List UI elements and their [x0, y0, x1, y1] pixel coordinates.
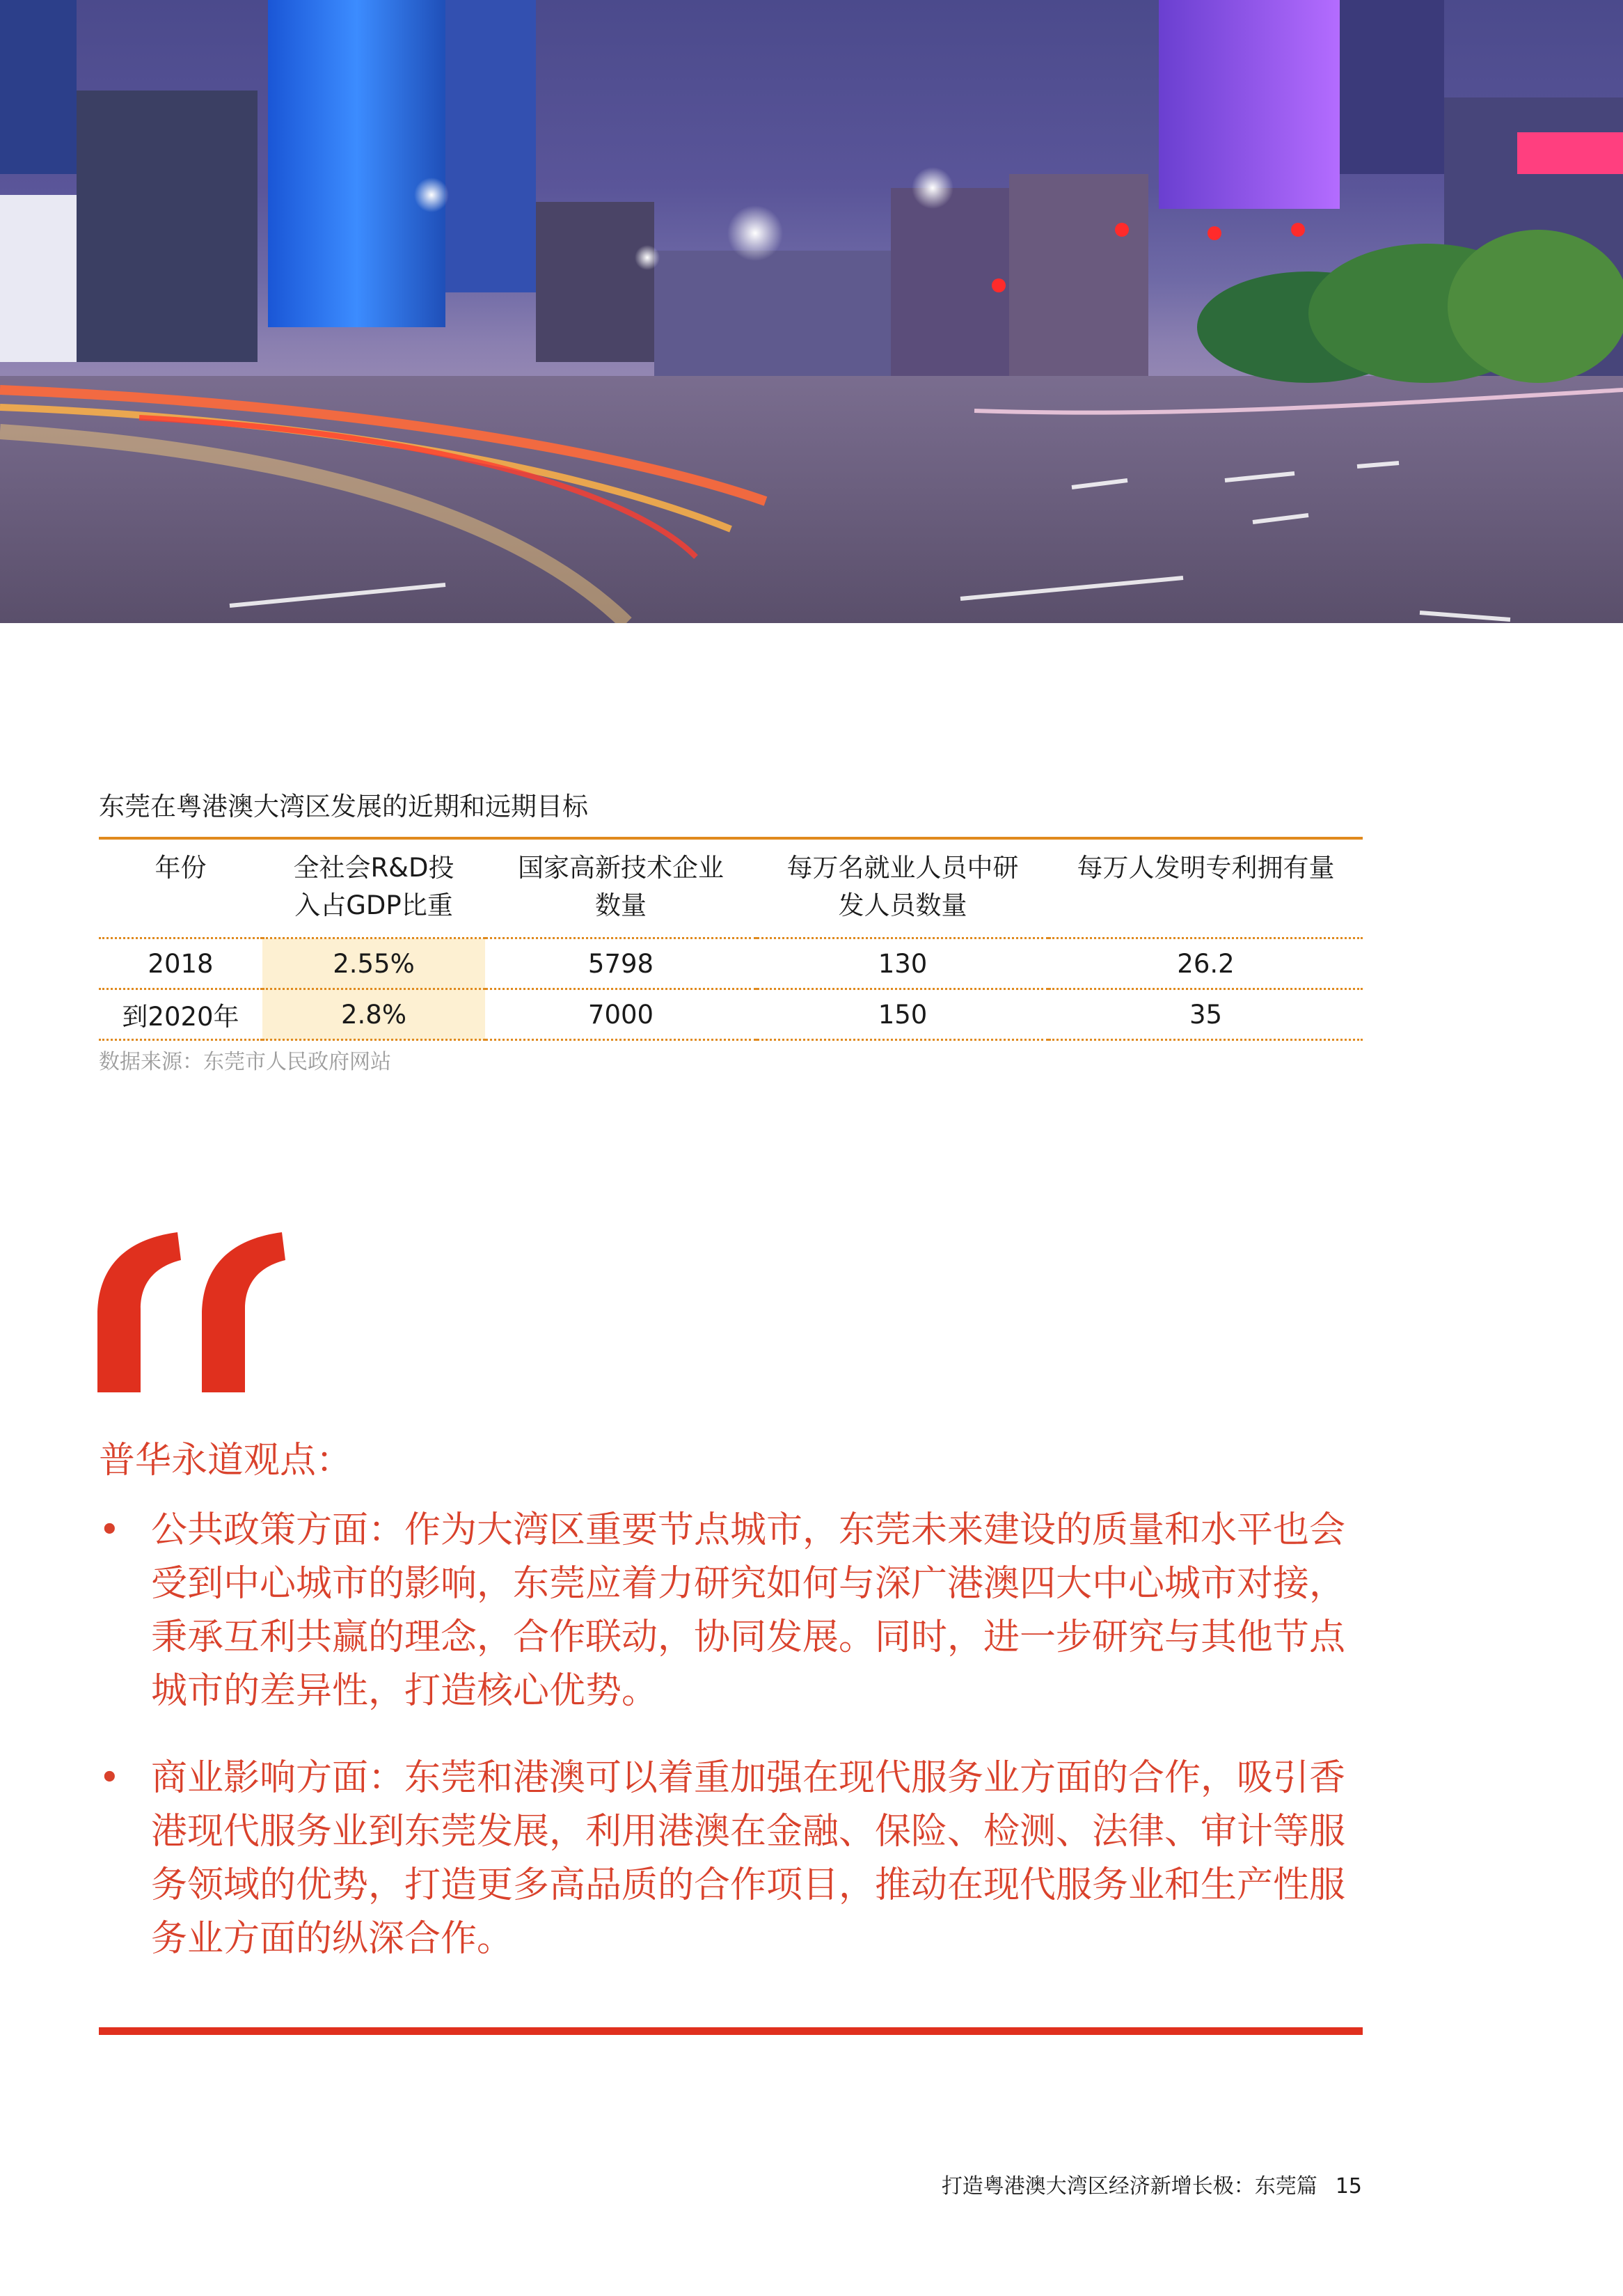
quote-mark-icon — [97, 1232, 292, 1392]
footer-title: 打造粤港澳大湾区经济新增长极：东莞篇 — [941, 2174, 1317, 2199]
opinion-list — [99, 1504, 1372, 1999]
page-footer — [942, 2169, 1362, 2199]
table-cell: 5798 — [485, 938, 757, 989]
header-hightech-enterprises: 国家高新技术企业 数量 — [485, 840, 757, 938]
bullet-text: 商业影响方面：东莞和港澳可以着重加强在现代服务业方面的合作，吸引香港现代服务业到东莞发展，利用港澳在金融、保险、检测、法律、审计等服务领域的优势，打造更多高品质的合作项目，推动在现代服务业和生产性服务业方面的纵深合作。 — [151, 1757, 1346, 1960]
table-cell: 26.2 — [1049, 938, 1363, 989]
data-source-note: 数据来源：东莞市人民政府网站 — [99, 1050, 391, 1074]
table-row — [99, 938, 1363, 989]
bullet-icon: • — [99, 1509, 120, 1551]
page-number: 15 — [1335, 2174, 1362, 2199]
header-researchers: 每万名就业人员中研 发人员数量 — [757, 840, 1049, 938]
table-cell: 150 — [757, 989, 1049, 1040]
list-item — [99, 1752, 1372, 1966]
table-cell: 130 — [757, 938, 1049, 989]
table-cell: 2018 — [99, 938, 262, 989]
table-header-row — [99, 840, 1363, 938]
table-cell: 2.8% — [262, 989, 485, 1040]
header-patents: 每万人发明专利拥有量 — [1049, 840, 1363, 938]
bullet-text: 公共政策方面：作为大湾区重要节点城市，东莞未来建设的质量和水平也会受到中心城市的影响，东莞应着力研究如何与深广港澳四大中心城市对接，秉承互利共赢的理念，合作联动，协同发展。同时，进一步研究与其他节点城市的差异性，打造核心优势。 — [151, 1509, 1346, 1712]
table-cell: 7000 — [485, 989, 757, 1040]
table-cell: 35 — [1049, 989, 1363, 1040]
header-year: 年份 — [99, 840, 262, 938]
table-cell: 到2020年 — [99, 989, 262, 1040]
hero-city-night-photo — [0, 0, 1623, 623]
opinion-title: 普华永道观点： — [99, 1440, 353, 1481]
table-row — [99, 989, 1363, 1040]
goals-table — [99, 837, 1363, 1041]
divider — [99, 2027, 1363, 2035]
header-rd-ratio: 全社会R&D投 入占GDP比重 — [262, 840, 485, 938]
list-item — [99, 1504, 1372, 1718]
table-caption: 东莞在粤港澳大湾区发展的近期和远期目标 — [99, 792, 588, 821]
bullet-icon: • — [99, 1757, 120, 1799]
table-cell: 2.55% — [262, 938, 485, 989]
